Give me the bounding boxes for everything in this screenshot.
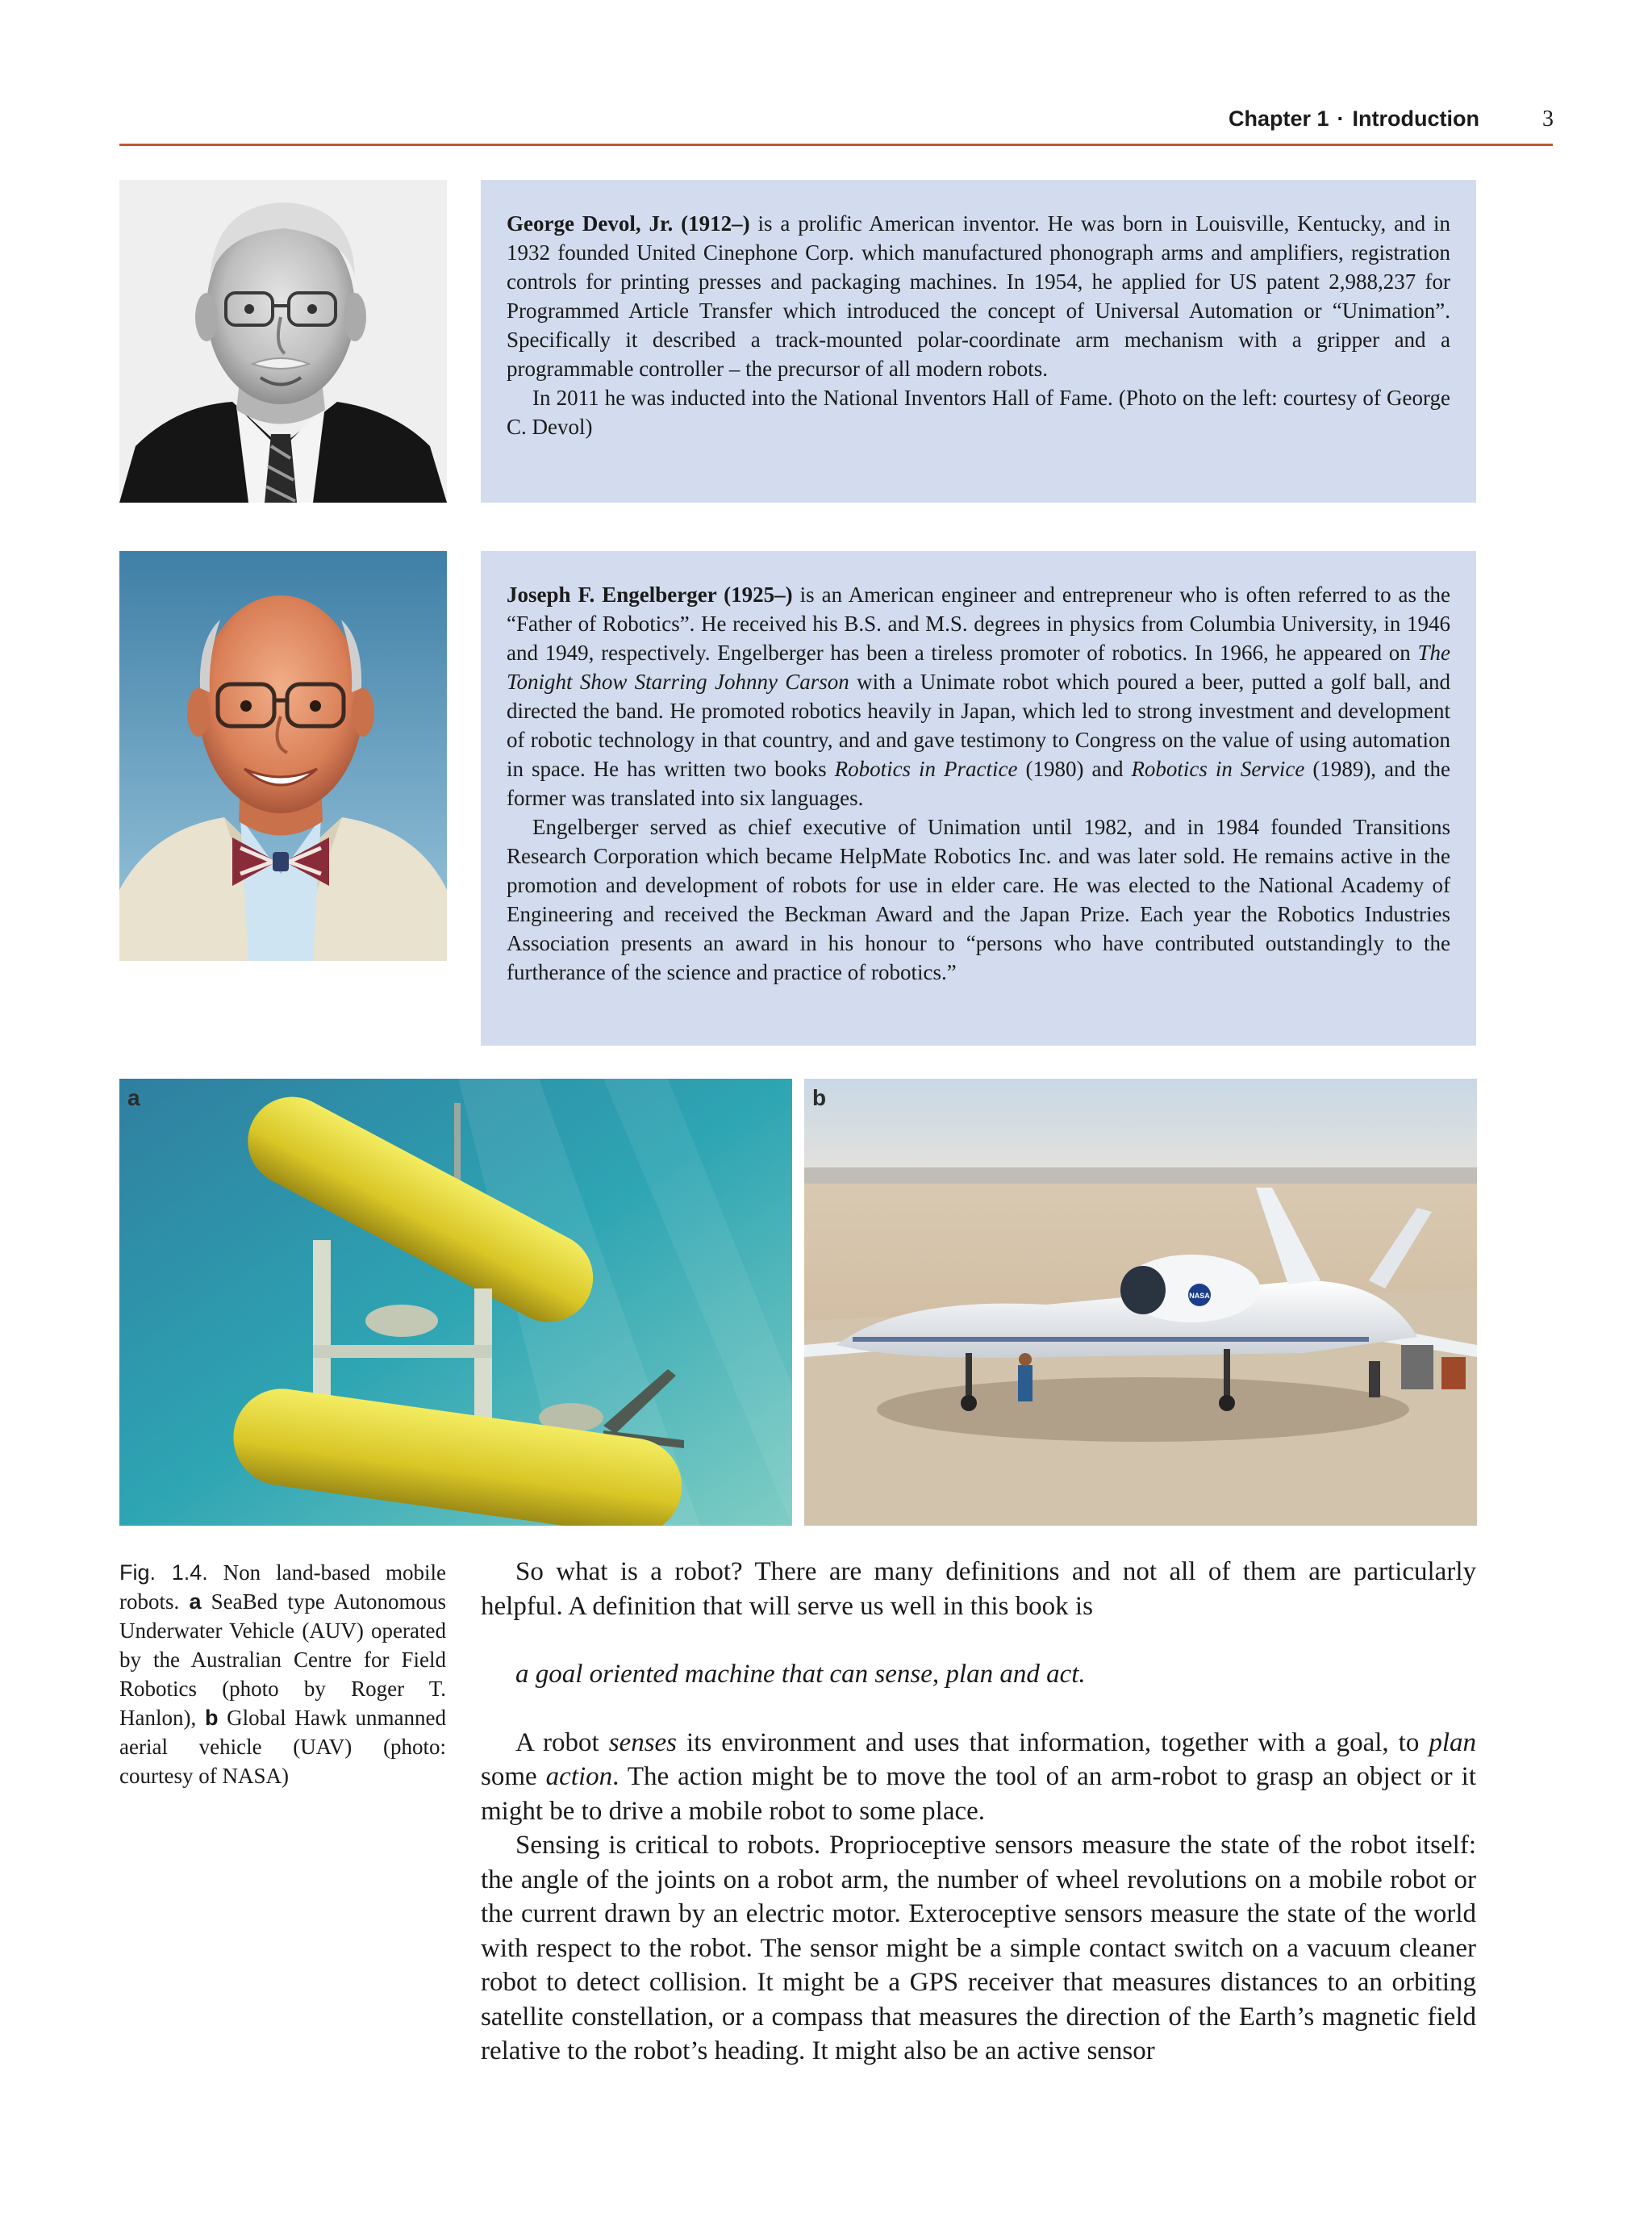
header-rule <box>119 144 1553 146</box>
devol-bio-box <box>481 180 1476 503</box>
caption-text: Non land-based mobile robots. <box>119 1560 446 1614</box>
engelberger-bio-text: (1989), and the former was translated into six languages. <box>507 757 1451 810</box>
engelberger-bio-paragraph-1 <box>507 580 1450 812</box>
engelberger-bio-box <box>481 551 1476 1046</box>
engelberger-bio-text: with a Unimate robot which poured a beer, putted a golf ball, and directed the band. He promoted robotics heavily in Japan, which led to strong investment and development of robotic technology in that country, and and gave testimony to Congress on the value of using automation in space. He has written two books <box>507 670 1450 781</box>
tonight-show-title: The Tonight Show Starring Johnny Carson <box>507 641 1450 694</box>
body-paragraph-3: Sensing is critical to robots. Proprioceptive sensors measure the state of the robot itself: the angle of the joints on a robot arm, the number of wheel revolutions on a mobile robot or the current drawn by an electric motor. Exteroceptive sensors measure the state of the world with respect to the robot. The sensor might be a simple contact switch on a vacuum cleaner robot to detect collision. It might be a GPS receiver that measures distances to an orbiting satellite constellation, or a compass that measures the direction of the Earth’s magnetic field relative to the robot’s heading. It might also be an active sensor <box>481 1831 1476 2065</box>
chapter-label: Chapter 1 <box>1228 106 1329 131</box>
devol-portrait <box>119 180 447 503</box>
body-text: . The action might be to move the tool of an arm-robot to grasp an object or it might be to drive a mobile robot to some place. <box>481 1762 1476 1826</box>
body-text: A robot <box>515 1727 609 1757</box>
nasa-logo-text: NASA <box>1189 1292 1210 1300</box>
emphasis-action: action <box>545 1762 613 1791</box>
body-paragraph-2 <box>481 1726 1476 1829</box>
main-body-text <box>481 1555 1476 2069</box>
caption-text: Global Hawk unmanned aerial vehicle (UAV) (photo: courtesy of NASA) <box>119 1706 446 1788</box>
engelberger-portrait <box>119 551 447 961</box>
figure-panel-a-auv-photo <box>119 1079 792 1526</box>
body-text: some <box>481 1762 546 1791</box>
book-title-practice: Robotics in Practice <box>834 757 1018 781</box>
robot-definition: a goal oriented machine that can sense, plan and act. <box>515 1660 1086 1689</box>
caption-label-a: a <box>189 1589 202 1614</box>
figure-label: Fig. 1.4. <box>119 1560 208 1585</box>
page-number: 3 <box>1542 106 1554 132</box>
devol-name: George Devol, Jr. (1912–) <box>507 211 750 236</box>
body-text: its environment and uses that information, together with a goal, to <box>677 1727 1429 1757</box>
panel-label-a: a <box>127 1085 140 1110</box>
figure-caption <box>119 1558 446 1790</box>
engelberger-bio-text: is an American engineer and entrepreneur who is often referred to as the “Father of Robotics”. He received his B.S. and M.S. degrees in physics from Columbia University, in 1946 and 1949, respectively. Engelberger has been a tireless promoter of robotics. In 1966, he appeared on <box>507 583 1450 665</box>
devol-bio-paragraph-2: In 2011 he was inducted into the National Inventors Hall of Fame. (Photo on the left: courtesy of George C. Devol) <box>507 386 1450 439</box>
header-separator: · <box>1337 106 1345 131</box>
section-label: Introduction <box>1352 106 1479 131</box>
caption-text: SeaBed type Autonomous Underwater Vehicle (AUV) operated by the Australian Centre for Field Robotics (photo by Roger T. Hanlon), <box>119 1589 447 1730</box>
engelberger-bio-text: (1980) and <box>1017 757 1132 781</box>
emphasis-plan: plan <box>1429 1727 1476 1757</box>
engelberger-name: Joseph F. Engelberger (1925–) <box>507 583 793 607</box>
running-head <box>1229 106 1479 132</box>
body-paragraph-1: So what is a robot? There are many definitions and not all of them are particularly helpful. A definition that will serve us well in this book is <box>481 1557 1476 1621</box>
caption-label-b: b <box>204 1706 219 1730</box>
emphasis-senses: senses <box>608 1727 678 1757</box>
devol-bio-text: is a prolific American inventor. He was born in Louisville, Kentucky, and in 1932 founded United Cinephone Corp. which manufactured phonograph arms and amplifiers, registration controls for printing presses and packaging machines. In 1954, he applied for US patent 2,988,237 for Programmed Article Transfer which introduced the concept of Universal Automation or “Unimation”. Specifically it described a track-mounted polar-coordinate arm mechanism with a gripper and a programmable controller – the precursor of all modern robots. <box>507 211 1450 381</box>
book-title-service: Robotics in Service <box>1131 757 1305 781</box>
devol-bio-paragraph-1 <box>507 209 1450 383</box>
engelberger-bio-paragraph-2: Engelberger served as chief executive of Unimation until 1982, and in 1984 founded Transitions Research Corporation which became HelpMate Robotics Inc. and was later sold. He remains active in the promotion and development of robots for use in elder care. He was elected to the National Academy of Engineering and received the Beckman Award and the Japan Prize. Each year the Robotics Industries Association presents an award in his honour to “persons who have contributed outstandingly to the furtherance of the science and practice of robotics.” <box>507 815 1450 984</box>
panel-label-b: b <box>812 1085 827 1110</box>
figure-panel-b-uav-photo <box>804 1079 1477 1526</box>
